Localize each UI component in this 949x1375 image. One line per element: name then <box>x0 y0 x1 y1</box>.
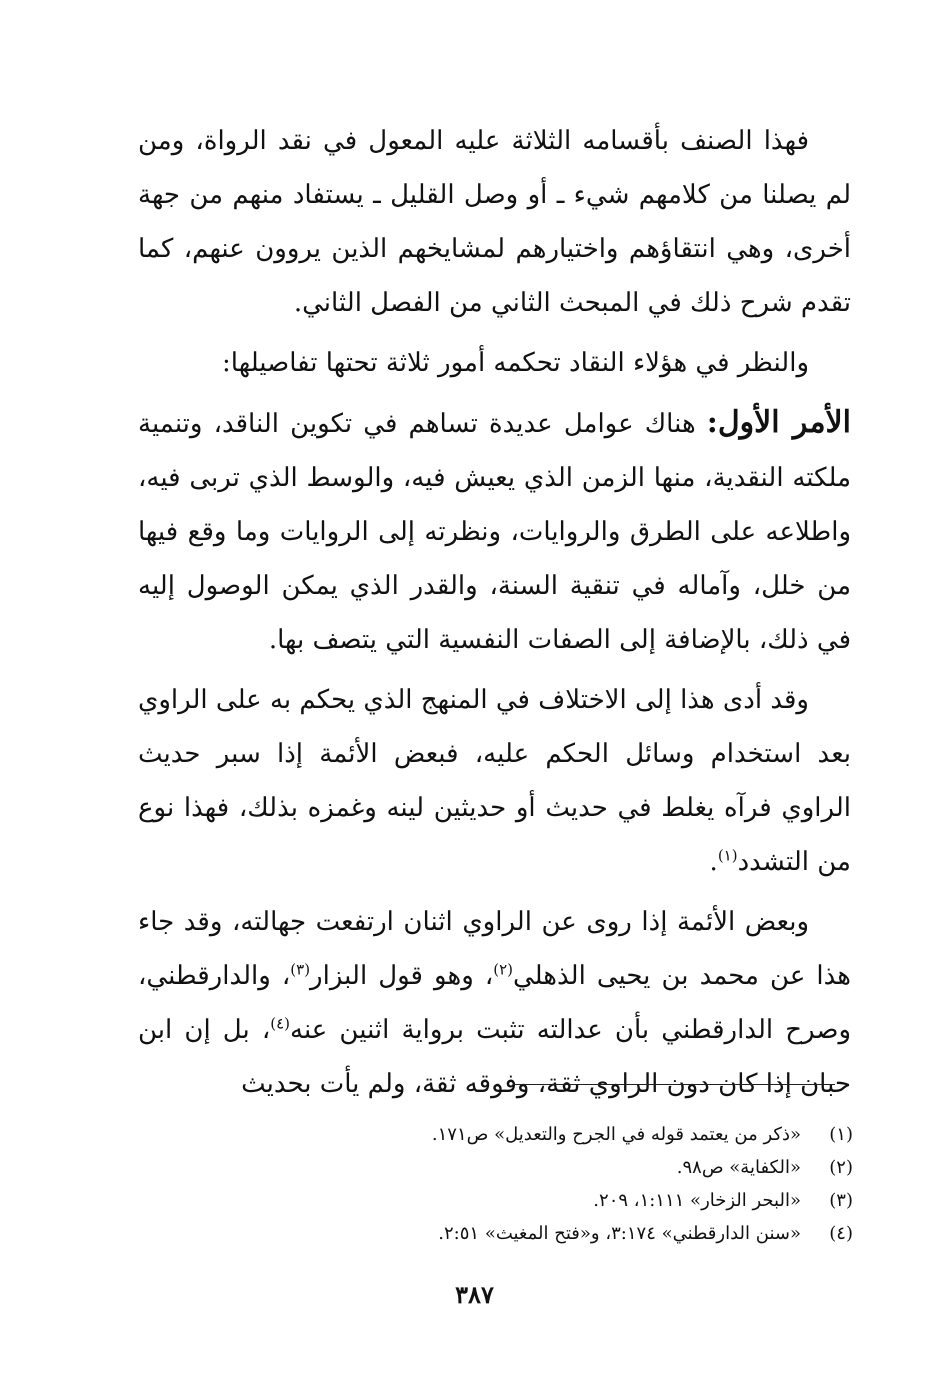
paragraph-4-text: وقد أدى هذا إلى الاختلاف في المنهج الذي يحكم به على الراوي بعد استخدام وسائل الحكم عليه، فبعض الأئمة إذا سبر حديث الراوي فرآه يغلط في حديث أو حديثين لينه وغمزه بذلك، فهذا نوع من التشدد <box>138 685 851 877</box>
paragraph-2: والنظر في هؤلاء النقاد تحكمه أمور ثلاثة تحتها تفاصيلها: <box>222 348 809 378</box>
section-heading-term: الأمر الأول: <box>706 405 851 440</box>
paragraph-5-part-b: ، وهو قول البزار <box>310 961 494 991</box>
footnote-ref-1[interactable]: (١) <box>717 846 738 865</box>
footnote-item <box>233 1118 853 1151</box>
footnote-ref-3[interactable]: (٣) <box>290 960 311 979</box>
footnote-item <box>233 1217 853 1250</box>
footnote-number: (٢) <box>829 1157 853 1178</box>
footnote-text: «البحر الزخار» ١:١١١، ٢٠٩. <box>593 1190 801 1211</box>
footnote-text: «الكفاية» ص٩٨. <box>676 1157 801 1178</box>
footnote-number: (٣) <box>829 1190 853 1211</box>
paragraph-5-part-a: وبعض الأئمة إذا روى عن الراوي اثنان ارتفعت جهالته، وقد جاء هذا عن محمد بن يحيى الذهلي <box>138 907 851 991</box>
footnote-ref-2[interactable]: (٢) <box>493 960 514 979</box>
paragraph-3 <box>138 396 851 667</box>
footnote-text: «ذكر من يعتمد قوله في الجرح والتعديل» ص١٧١. <box>431 1124 801 1145</box>
paragraph-3-text: هناك عوامل عديدة تساهم في تكوين الناقد، وتنمية ملكته النقدية، منها الزمن الذي يعيش فيه، والوسط الذي تربى فيه، واطلاعه على الطرق والروايات، ونظرته إلى الروايات وما وقع فيها من خلل، وآماله في تنقية السنة، والقدر الذي يمكن الوصول إليه في ذلك، بالإضافة إلى الصفات النفسية التي يتصف بها. <box>138 409 851 655</box>
footnote-item <box>233 1151 853 1184</box>
footnotes <box>233 1118 853 1250</box>
footnote-separator <box>513 1084 835 1085</box>
page-number: ٣٨٧ <box>455 1280 494 1309</box>
footnote-number: (١) <box>829 1124 853 1145</box>
main-text <box>138 114 851 1111</box>
paragraph-4 <box>138 673 851 889</box>
paragraph-4-end: . <box>709 847 718 877</box>
paragraph-1: فهذا الصنف بأقسامه الثلاثة عليه المعول في نقد الرواة، ومن لم يصلنا من كلامهم شيء ـ أو وصل القليل ـ يستفاد منهم من جهة أخرى، وهي انتقاؤهم واختيارهم لمشايخهم الذين يروون عنهم، كما تقدم شرح ذلك في المبحث الثاني من الفصل الثاني. <box>138 126 851 318</box>
paragraph-5-part-c: ، والدارقطني، وصرح الدارقطني بأن عدالته تثبت برواية اثنين عنه <box>138 961 851 1045</box>
footnote-number: (٤) <box>829 1223 853 1244</box>
paragraph-5 <box>138 895 851 1111</box>
footnote-item <box>233 1184 853 1217</box>
footnote-text: «سنن الدارقطني» ٣:١٧٤، و«فتح المغيث» ٢:٥١. <box>438 1223 801 1244</box>
paragraph-5-part-d: ، بل إن ابن حبان إذا كان دون الراوي ثقة، وفوقه ثقة، ولم يأت بحديث <box>138 1015 851 1099</box>
footnote-ref-4[interactable]: (٤) <box>270 1014 291 1033</box>
